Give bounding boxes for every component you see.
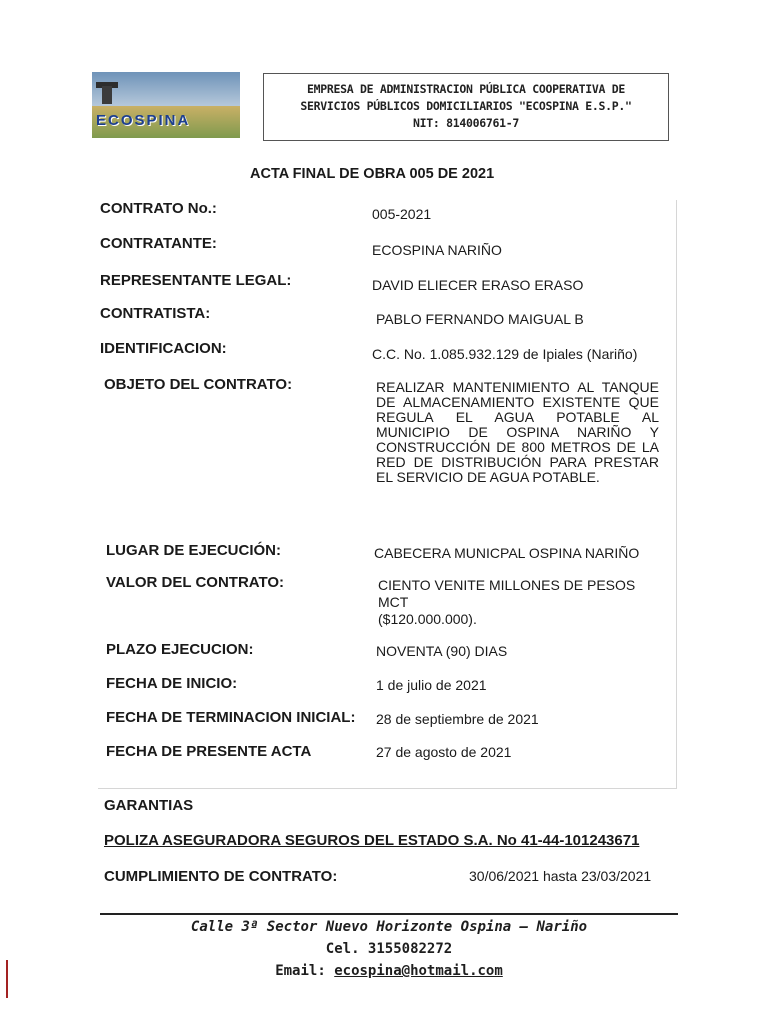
- footer-email-link[interactable]: ecospina@hotmail.com: [334, 963, 503, 979]
- logo-wordmark: ECOSPINA: [96, 112, 191, 129]
- label-lugar: LUGAR DE EJECUCIÓN:: [106, 542, 282, 559]
- document-title: ACTA FINAL DE OBRA 005 DE 2021: [250, 166, 495, 182]
- label-presente: FECHA DE PRESENTE ACTA: [106, 743, 312, 760]
- garantias-heading: GARANTIAS: [104, 797, 194, 814]
- company-logo: [92, 72, 240, 138]
- value-plazo: NOVENTA (90) DIAS: [376, 643, 508, 659]
- footer-email-label: Email:: [275, 963, 326, 979]
- label-inicio: FECHA DE INICIO:: [106, 675, 238, 692]
- scan-edge-mark: [6, 960, 8, 998]
- value-objeto: REALIZAR MANTENIMIENTO AL TANQUE DE ALMACENAMIENTO EXISTENTE QUE REGULA EL AGUA POTABLE AL MUNICIPIO DE OSPINA NARIÑO Y CONSTRUCCIÓN DE 800 METROS DE LA RED DE DISTRIBUCIÓN PARA PRESTAR EL SERVICIO DE AGUA POTABLE.: [376, 379, 659, 485]
- header-line-1: EMPRESA DE ADMINISTRACION PÚBLICA COOPERATIVA DE: [307, 82, 625, 96]
- company-header-box: [263, 73, 669, 141]
- label-representante: REPRESENTANTE LEGAL:: [100, 272, 292, 289]
- value-contrato: 005-2021: [372, 206, 432, 222]
- value-presente: 27 de agosto de 2021: [376, 744, 512, 760]
- footer-address: Calle 3ª Sector Nuevo Horizonte Ospina – Nariño: [190, 919, 588, 935]
- value-lugar: CABECERA MUNICPAL OSPINA NARIÑO: [374, 545, 640, 561]
- header-line-2: SERVICIOS PÚBLICOS DOMICILIARIOS "ECOSPINA E.S.P.": [300, 99, 632, 113]
- value-contratista: PABLO FERNANDO MAIGUAL B: [376, 311, 584, 327]
- label-objeto: OBJETO DEL CONTRATO:: [104, 376, 293, 393]
- cumplimiento-label: CUMPLIMIENTO DE CONTRATO:: [104, 868, 338, 885]
- value-representante: DAVID ELIECER ERASO ERASO: [372, 277, 584, 293]
- value-contratante: ECOSPINA NARIÑO: [372, 242, 502, 258]
- label-contratista: CONTRATISTA:: [100, 305, 211, 322]
- label-valor: VALOR DEL CONTRATO:: [106, 574, 285, 591]
- footer-email-line: [100, 963, 678, 979]
- header-nit: NIT: 814006761-7: [413, 116, 519, 130]
- value-valor: [378, 577, 658, 628]
- value-valor-amount: ($120.000.000).: [378, 611, 477, 627]
- label-terminacion: FECHA DE TERMINACION INICIAL:: [106, 709, 356, 726]
- label-plazo: PLAZO EJECUCION:: [106, 641, 254, 658]
- footer-divider: [100, 913, 678, 915]
- label-contratante: CONTRATANTE:: [100, 235, 217, 252]
- value-valor-text: CIENTO VENITE MILLONES DE PESOS MCT: [378, 577, 636, 610]
- label-contrato: CONTRATO No.:: [100, 200, 217, 217]
- value-inicio: 1 de julio de 2021: [376, 677, 487, 693]
- poliza-line: POLIZA ASEGURADORA SEGUROS DEL ESTADO S.A. No 41-44-101243671: [104, 832, 640, 849]
- value-identificacion: C.C. No. 1.085.932.129 de Ipiales (Nariño): [372, 346, 638, 362]
- cumplimiento-value: 30/06/2021 hasta 23/03/2021: [469, 868, 652, 884]
- label-identificacion: IDENTIFICACION:: [100, 340, 227, 357]
- footer-phone: Cel. 3155082272: [325, 941, 453, 957]
- value-terminacion: 28 de septiembre de 2021: [376, 711, 539, 727]
